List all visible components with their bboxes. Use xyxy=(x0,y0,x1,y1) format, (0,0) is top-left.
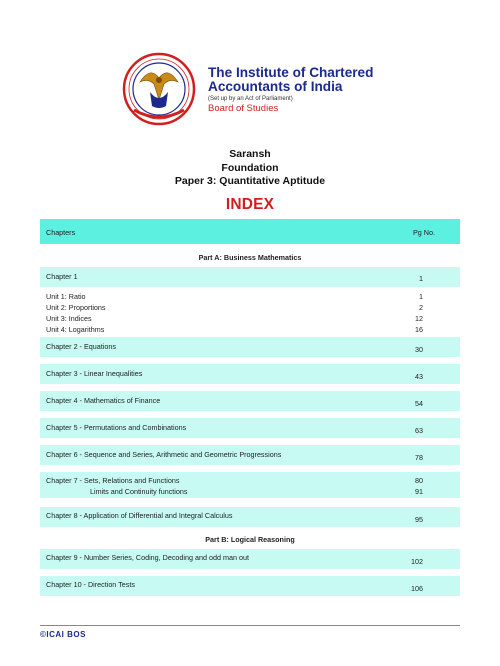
table-row[interactable] xyxy=(40,549,460,569)
row-label: Chapter 2 - Equations xyxy=(46,342,116,351)
table-row[interactable] xyxy=(40,576,460,596)
row-label: Unit 4: Logarithms xyxy=(46,325,105,334)
section-part-a: Part A: Business Mathematics xyxy=(198,253,302,262)
table-row[interactable] xyxy=(40,391,460,411)
table-row[interactable] xyxy=(40,337,460,357)
row-page: 30 xyxy=(415,345,423,354)
row-label: Chapter 7 - Sets, Relations and Functions xyxy=(46,476,180,485)
title-foundation: Foundation xyxy=(221,161,279,174)
index-heading: INDEX xyxy=(225,196,275,213)
row-page: 43 xyxy=(415,372,423,381)
document-titles xyxy=(0,148,500,189)
row-label: Unit 2: Proportions xyxy=(46,303,106,312)
row-label: Unit 1: Ratio xyxy=(46,292,86,301)
title-paper: Paper 3: Quantitative Aptitude xyxy=(174,175,326,187)
table-row-ch7[interactable] xyxy=(40,472,460,498)
table-row[interactable] xyxy=(40,507,460,527)
row-page: 106 xyxy=(411,584,423,593)
row-page: 91 xyxy=(415,487,423,496)
institute-name: The Institute of Chartered Accountants of India xyxy=(208,65,374,94)
institute-subtitle: (Set up by an Act of Parliament) xyxy=(208,96,293,102)
footer-divider xyxy=(40,625,460,626)
row-page: 63 xyxy=(415,426,423,435)
table-row[interactable] xyxy=(40,364,460,384)
table-row[interactable] xyxy=(40,445,460,465)
row-label: Unit 3: Indices xyxy=(46,314,92,323)
header-chapters: Chapters xyxy=(46,228,76,237)
table-header-row xyxy=(40,219,460,244)
row-page: 102 xyxy=(411,557,423,566)
row-label: Chapter 9 - Number Series, Coding, Decoding and odd man out xyxy=(46,553,249,562)
row-page: 1 xyxy=(419,292,423,301)
title-saransh: Saransh xyxy=(229,148,271,160)
row-label: Chapter 4 - Mathematics of Finance xyxy=(46,396,161,405)
row-page: 54 xyxy=(415,399,423,408)
header-page: Pg No. xyxy=(413,228,435,237)
icai-logo-icon xyxy=(120,52,198,127)
row-label: Chapter 1 xyxy=(46,272,78,281)
footer-copyright: ©ICAI BOS xyxy=(40,630,86,639)
row-label: Chapter 10 - Direction Tests xyxy=(46,580,135,589)
table-row[interactable] xyxy=(40,418,460,438)
institute-text xyxy=(208,66,408,114)
row-page: 1 xyxy=(419,274,423,283)
row-page: 16 xyxy=(415,325,423,334)
row-page: 80 xyxy=(415,476,423,485)
row-label: Chapter 6 - Sequence and Series, Arithmetic and Geometric Progressions xyxy=(46,450,282,459)
row-page: 78 xyxy=(415,453,423,462)
row-label: Chapter 5 - Permutations and Combinations xyxy=(46,423,187,432)
row-page: 95 xyxy=(415,515,423,524)
institute-header xyxy=(120,52,440,127)
row-label: Limits and Continuity functions xyxy=(90,487,188,496)
row-label: Chapter 3 - Linear Inequalities xyxy=(46,369,143,378)
table-row[interactable] xyxy=(40,267,460,287)
board-of-studies: Board of Studies xyxy=(208,103,279,114)
row-label: Chapter 8 - Application of Differential and Integral Calculus xyxy=(46,511,233,520)
row-page: 12 xyxy=(415,314,423,323)
table-row-units[interactable] xyxy=(40,291,460,335)
row-page: 2 xyxy=(419,303,423,312)
section-part-b: Part B: Logical Reasoning xyxy=(205,535,295,544)
